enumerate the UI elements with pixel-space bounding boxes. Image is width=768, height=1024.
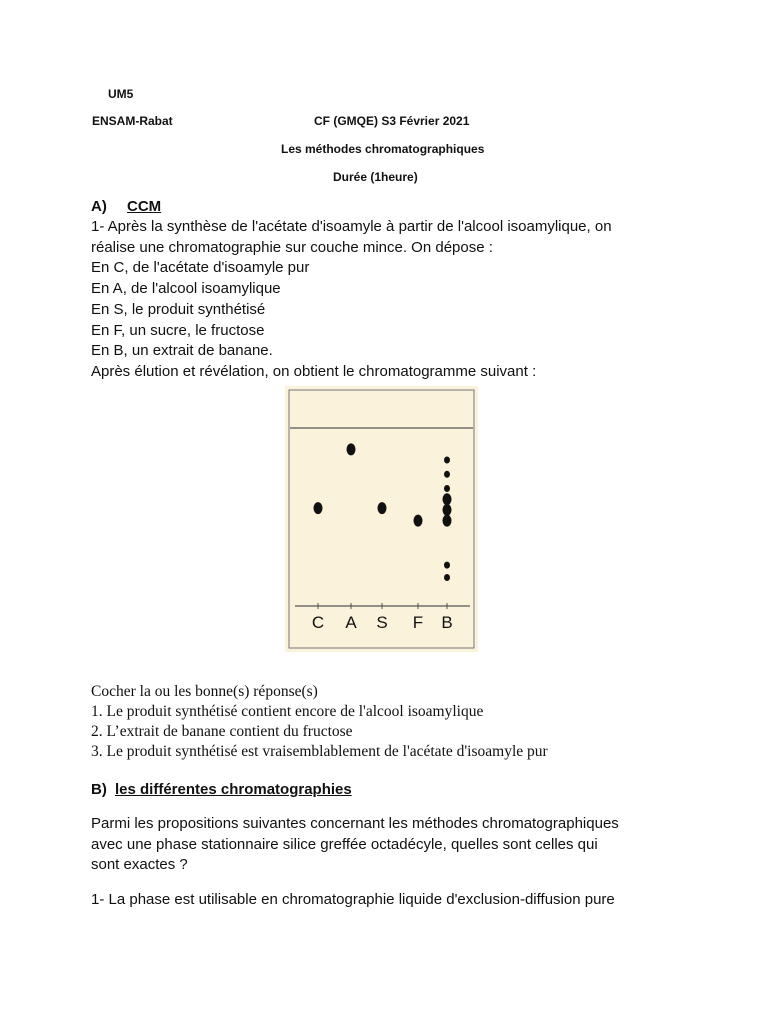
section-a-line: 1- Après la synthèse de l'acétate d'isoamyle à partir de l'alcool isoamylique, on — [91, 218, 612, 235]
lane-label-f: F — [412, 613, 424, 632]
section-a-letter: A) — [91, 198, 107, 215]
lane-label-a: A — [345, 613, 357, 632]
section-a-line: En F, un sucre, le fructose — [91, 321, 265, 339]
answer-option-1: 1. Le produit synthétisé contient encore de l'alcool isoamylique — [91, 703, 484, 720]
spot-b-7 — [444, 562, 450, 569]
exam-duration: Durée (1heure) — [333, 170, 418, 184]
spot-a-1 — [347, 443, 356, 455]
spot-b-3 — [444, 485, 450, 492]
section-b-intro-line: avec une phase stationnaire silice greffée octadécyle, quelles sont celles qui — [91, 835, 598, 853]
answer-option-2: 2. L’extrait de banane contient du fructose — [91, 723, 353, 740]
section-a-line: En C, de l'acétate d'isoamyle pur — [91, 259, 310, 277]
lane-label-c: C — [311, 613, 325, 632]
section-b-title: les différentes chromatographies — [115, 781, 352, 798]
section-b-intro — [91, 814, 619, 876]
university-name: UM5 — [108, 87, 134, 101]
spot-b-8 — [444, 574, 450, 581]
section-a-line: En B, un extrait de banane. — [91, 342, 273, 360]
section-a-text — [91, 217, 612, 383]
answer-option-3: 3. Le produit synthétisé est vraisemblablement de l'acétate d'isoamyle pur — [91, 743, 548, 760]
lane-label-b: B — [441, 613, 453, 632]
spot-f-1 — [414, 515, 423, 527]
spot-s-1 — [378, 502, 387, 514]
exam-title: CF (GMQE) S3 Février 2021 — [314, 114, 470, 128]
school-name: ENSAM-Rabat — [92, 114, 173, 128]
spot-b-6 — [443, 515, 452, 527]
lane-label-s: S — [376, 613, 388, 632]
section-a-line: Après élution et révélation, on obtient le chromatogramme suivant : — [91, 362, 537, 380]
spot-b-4 — [443, 493, 452, 505]
spot-c-1 — [314, 502, 323, 514]
spot-b-5 — [443, 504, 452, 516]
question-a — [91, 682, 548, 762]
section-a-line: réalise une chromatographie sur couche mince. On dépose : — [91, 238, 493, 256]
section-a-title: CCM — [127, 198, 162, 215]
exam-subject: Les méthodes chromatographiques — [281, 142, 485, 156]
section-b-intro-line: Parmi les propositions suivantes concernant les méthodes chromatographiques — [91, 815, 619, 832]
chromatogram-figure — [285, 386, 478, 652]
spot-b-1 — [444, 457, 450, 464]
section-b-letter: B) — [91, 781, 107, 798]
spot-b-2 — [444, 471, 450, 478]
section-b-item-1: 1- La phase est utilisable en chromatographie liquide d'exclusion-diffusion pure — [91, 891, 615, 908]
question-prompt: Cocher la ou les bonne(s) réponse(s) — [91, 683, 318, 700]
section-a-line: En S, le produit synthétisé — [91, 300, 266, 318]
section-b-intro-line: sont exactes ? — [91, 856, 188, 873]
section-a-line: En A, de l'alcool isoamylique — [91, 280, 281, 298]
